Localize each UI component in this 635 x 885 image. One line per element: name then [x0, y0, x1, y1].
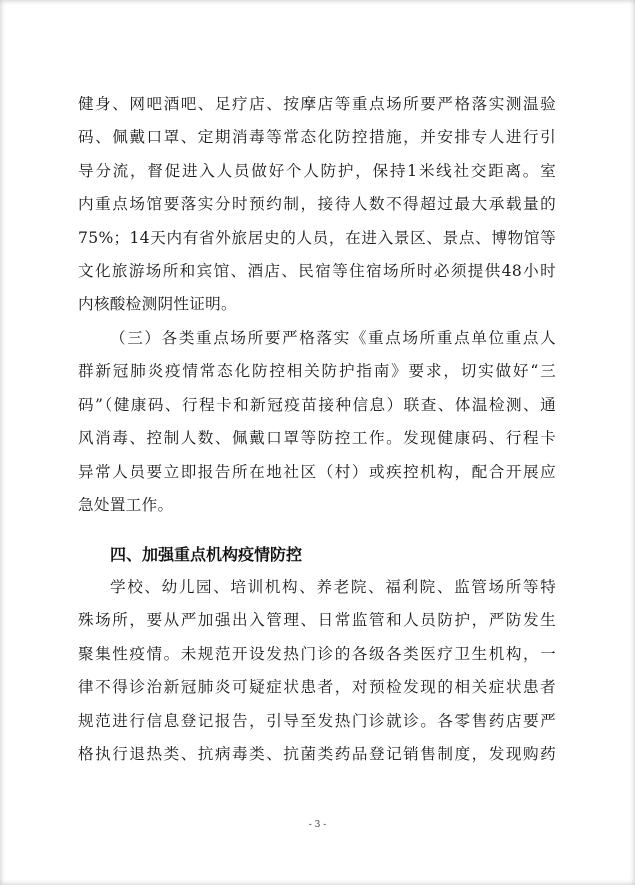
paragraph-line: 急处置工作。: [78, 495, 174, 514]
paragraph-1: [78, 88, 556, 322]
section-heading: 四、加强重点机构疫情防控: [110, 545, 303, 564]
paragraph-line: 聚集性疫情。未规范开设发热门诊的各级各类医疗卫生机构，一: [78, 644, 556, 663]
paragraph-line: 75%；14天内有省外旅居史的人员，在进入景区、景点、博物馆等: [78, 228, 556, 247]
paragraph-line: 健身、网吧酒吧、足疗店、按摩店等重点场所要严格落实测温验: [78, 95, 556, 113]
paragraph-line: 码、佩戴口罩、定期消毒等常态化防控措施，并安排专人进行引: [78, 128, 556, 147]
page-number: - 3 -: [308, 820, 327, 830]
paragraph-line: （三）各类重点场所要严格落实《重点场所重点单位重点人: [110, 329, 556, 347]
paragraph-line: 文化旅游场所和宾馆、酒店、民宿等住宿场所时必须提供48小时: [78, 261, 556, 280]
paragraph-line: 学校、幼儿园、培训机构、养老院、福利院、监管场所等特: [110, 578, 556, 596]
paragraph-2: [78, 322, 556, 522]
paragraph-line: 内重点场馆要落实分时预约制，接待人数不得超过最大承载量的: [78, 195, 556, 214]
paragraph-line: 码”（健康码、行程卡和新冠疫苗接种信息）联查、体温检测、通: [78, 395, 556, 414]
paragraph-line: 导分流，督促进入人员做好个人防护，保持1米线社交距离。室: [78, 161, 556, 180]
paragraph-line: 异常人员要立即报告所在地社区（村）或疾控机构，配合开展应: [78, 462, 556, 481]
paragraph-line: 格执行退热类、抗病毒类、抗菌类药品登记销售制度，发现购药: [78, 744, 556, 763]
paragraph-line: 群新冠肺炎疫情常态化防控相关防护指南》要求，切实做好“三: [78, 362, 556, 381]
paragraph-line: 内核酸检测阴性证明。: [78, 295, 237, 314]
paragraph-line: 殊场所，要从严加强出入管理、日常监管和人员防护，严防发生: [78, 611, 556, 630]
paragraph-line: 风消毒、控制人数、佩戴口罩等防控工作。发现健康码、行程卡: [78, 429, 556, 448]
paragraph-3: [78, 571, 556, 771]
paragraph-line: 律不得诊治新冠肺炎可疑症状患者，对预检发现的相关症状患者: [78, 678, 556, 697]
paragraph-line: 规范进行信息登记报告，引导至发热门诊就诊。各零售药店要严: [78, 711, 556, 730]
